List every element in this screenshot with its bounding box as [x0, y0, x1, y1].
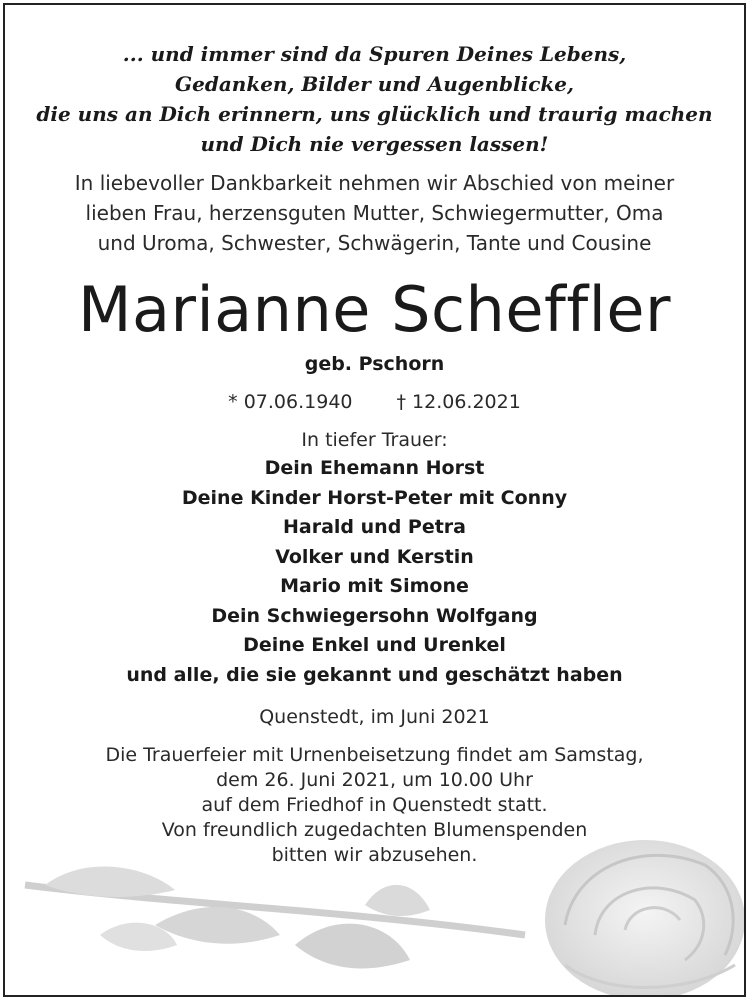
intro-line: In liebevoller Dankbarkeit nehmen wir Abschied von meiner: [74, 171, 675, 195]
birth-date: * 07.06.1940: [228, 391, 353, 413]
mourner-line: Deine Kinder Horst-Peter mit Conny: [181, 486, 568, 509]
place-and-date: Quenstedt, im Juni 2021: [259, 706, 490, 728]
mourners-list: [5, 454, 744, 690]
death-date: † 12.06.2021: [396, 391, 521, 413]
intro-line: lieben Frau, herzensguten Mutter, Schwiegermutter, Oma: [85, 201, 664, 225]
life-dates: [5, 388, 744, 416]
mourner-line: Volker und Kerstin: [275, 545, 474, 568]
poem-line: und Dich nie vergessen lassen!: [200, 132, 549, 156]
poem-line: ... und immer sind da Spuren Deines Lebens,: [122, 42, 627, 66]
farewell-intro: [5, 168, 744, 258]
ceremony-line: auf dem Friedhof in Quenstedt statt.: [201, 794, 548, 816]
ceremony-line: Die Trauerfeier mit Urnenbeisetzung findet am Samstag,: [105, 744, 644, 766]
mourner-line: Deine Enkel und Urenkel: [243, 634, 506, 656]
memorial-poem: [5, 5, 744, 159]
maiden-name: geb. Pschorn: [304, 353, 445, 375]
mourners-heading: In tiefer Trauer:: [301, 429, 448, 451]
obituary-card: [3, 3, 746, 997]
ceremony-line: dem 26. Juni 2021, um 10.00 Uhr: [216, 769, 533, 791]
mourner-line: Mario mit Simone: [280, 575, 469, 597]
ceremony-line: bitten wir abzusehen.: [271, 844, 478, 866]
mourner-line: Dein Ehemann Horst: [264, 457, 485, 479]
mourner-line: Harald und Petra: [283, 516, 466, 538]
mourner-line: Dein Schwiegersohn Wolfgang: [211, 604, 538, 627]
mourner-line: und alle, die sie gekannt und geschätzt haben: [126, 663, 623, 686]
poem-line: die uns an Dich erinnern, uns glücklich und traurig machen: [36, 102, 713, 126]
deceased-name: Marianne Scheffler: [77, 273, 672, 346]
intro-line: und Uroma, Schwester, Schwägerin, Tante und Cousine: [97, 231, 652, 255]
poem-line: Gedanken, Bilder und Augenblicke,: [175, 72, 574, 96]
ceremony-notice: [5, 743, 744, 868]
ceremony-line: Von freundlich zugedachten Blumenspenden: [161, 819, 588, 841]
